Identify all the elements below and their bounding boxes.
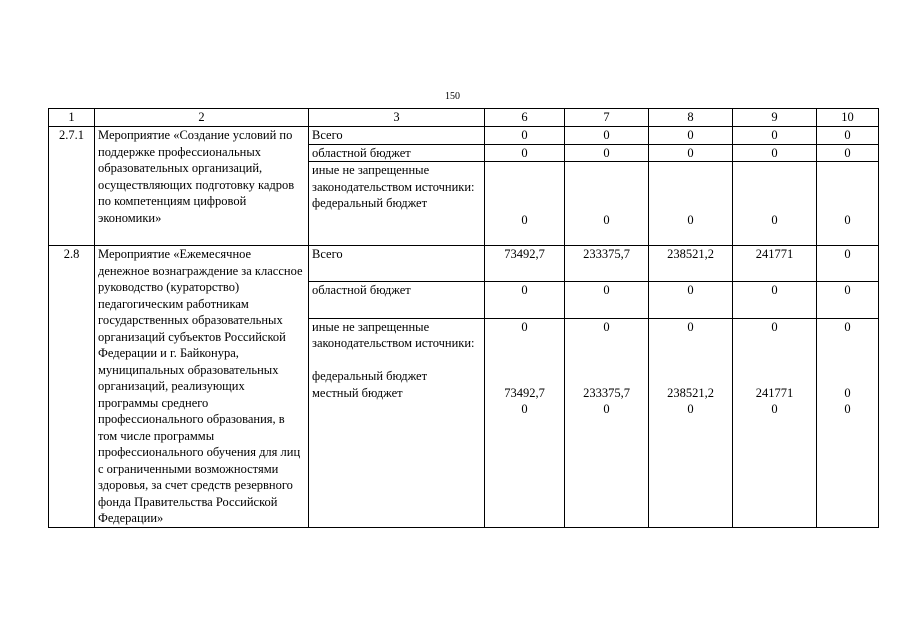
value-cell: 0 [649,127,733,145]
value: 0 [687,402,694,417]
source-label: областной бюджет [309,282,485,318]
column-header: 3 [309,109,485,127]
source-label-group [309,318,485,527]
column-header: 7 [565,109,649,127]
value-cell: 0 [649,144,733,162]
value: 0 [603,319,610,334]
value: 0 [771,212,778,227]
value-cell [817,162,879,246]
table-row [49,246,879,282]
value-cell: 0 [817,246,879,282]
value: 0 [521,402,528,417]
value: 0 [521,319,528,334]
budget-table [48,108,879,528]
column-header: 6 [485,109,565,127]
value-cell: 233375,7 [565,246,649,282]
value-cell: 0 [565,282,649,318]
value-cell: 238521,2 [649,246,733,282]
source-label: местный бюджет [312,385,403,400]
row-index: 2.8 [49,246,95,528]
value-cell [485,162,565,246]
row-description: Мероприятие «Ежемесячное денежное вознаграждение за классное руководство (кураторство) педагогическим работникам государственных образовательных организаций субъектов Российской Федерации и г. Байконура, муниципальных образовательных организаций, реализующих программы среднего профессионального образования, в том числе программы профессионального обучения для лиц с ограниченными возможностями здоровья, за счет средств резервного фонда Правительства Российской Федерации» [95,246,309,528]
value-cell [733,318,817,527]
value-cell: 241771 [733,246,817,282]
row-description: Мероприятие «Создание условий по поддержке профессиональных образовательных организаций, осуществляющих подготовку кадров по компетенциям цифровой экономики» [95,127,309,246]
value-cell: 0 [485,127,565,145]
value: 233375,7 [583,385,630,400]
value-cell: 0 [817,144,879,162]
value-cell [565,162,649,246]
value: 0 [844,402,851,417]
value: 0 [771,402,778,417]
column-header: 1 [49,109,95,127]
value: 0 [603,402,610,417]
value-cell: 0 [817,127,879,145]
value-cell [565,318,649,527]
column-header: 8 [649,109,733,127]
value-cell: 0 [733,144,817,162]
value: 73492,7 [504,385,545,400]
page-number: 150 [445,91,460,102]
value-cell: 0 [817,282,879,318]
source-label: иные не запрещенные законодательством источники: [312,163,475,194]
source-label: Всего [309,246,485,282]
table-row [49,127,879,145]
value-cell: 0 [485,144,565,162]
value: 0 [844,319,851,334]
source-label: федеральный бюджет [312,369,428,384]
column-header: 9 [733,109,817,127]
value-cell: 73492,7 [485,246,565,282]
value: 0 [844,212,851,227]
header-row [49,109,879,127]
value: 0 [687,319,694,334]
source-label-group [309,162,485,246]
value-cell: 0 [565,127,649,145]
value-cell [733,162,817,246]
column-header: 2 [95,109,309,127]
value-cell [649,162,733,246]
row-index: 2.7.1 [49,127,95,246]
value: 0 [603,212,610,227]
value-cell [817,318,879,527]
source-label: иные не запрещенные законодательством источники: [312,319,475,351]
value-cell: 0 [565,144,649,162]
column-header: 10 [817,109,879,127]
source-label: Всего [309,127,485,145]
value: 0 [771,319,778,334]
value-cell: 0 [733,127,817,145]
value-cell [649,318,733,527]
source-label: федеральный бюджет [312,196,428,210]
value: 0 [521,212,528,227]
value-cell: 0 [733,282,817,318]
value: 241771 [755,385,794,400]
value-cell: 0 [649,282,733,318]
value: 0 [687,212,694,227]
source-label: областной бюджет [309,144,485,162]
value: 0 [844,385,851,400]
value-cell: 0 [485,282,565,318]
value-cell [485,318,565,527]
value: 238521,2 [667,385,714,400]
